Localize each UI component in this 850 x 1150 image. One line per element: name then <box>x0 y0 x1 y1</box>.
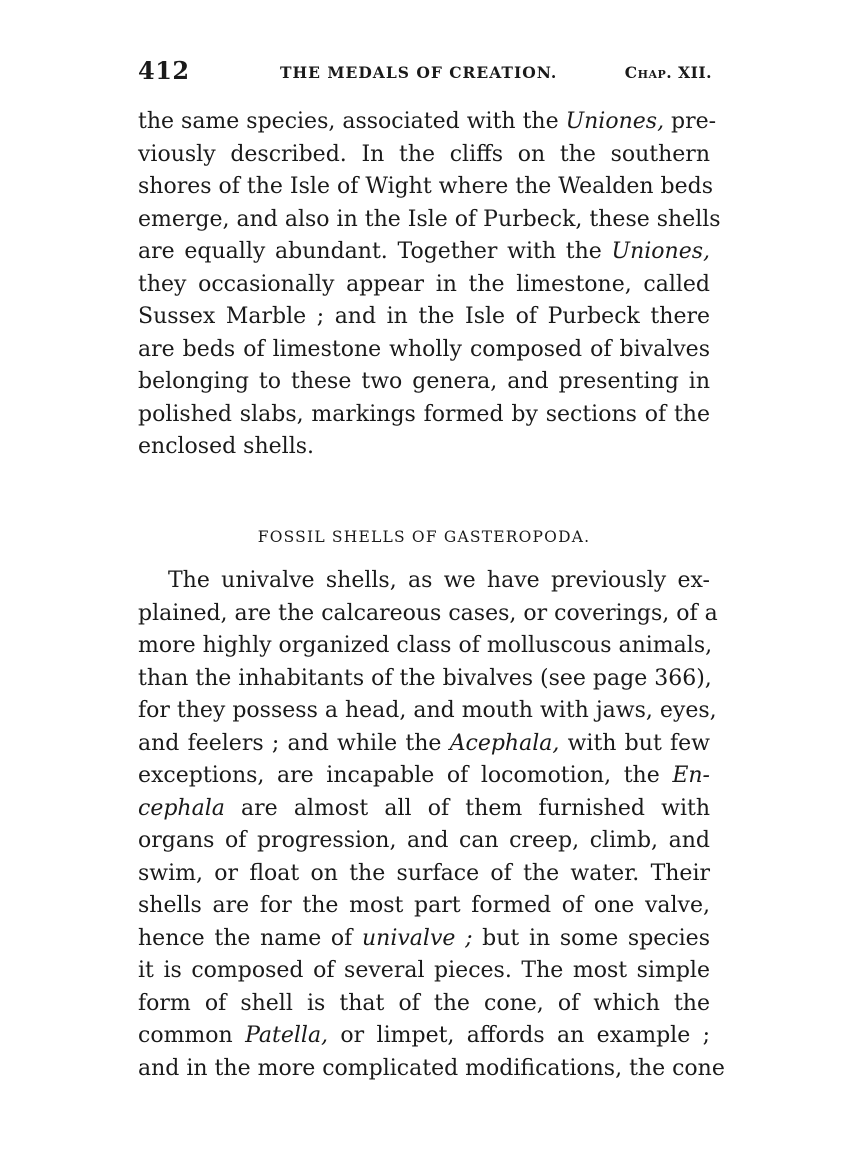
text-run: the same species, associated with the <box>138 109 566 134</box>
text-run: or limpet, affords an example ; <box>328 1023 710 1048</box>
text-run: shores of the Isle of Wight where the Wealden beds <box>138 174 713 199</box>
text-line <box>138 858 710 891</box>
text-run: enclosed shells. <box>138 434 315 459</box>
text-run: are almost all of them furnished with <box>224 795 710 821</box>
text-run: are equally abundant. Together with the <box>138 239 612 264</box>
text-run: organs of progression, and can creep, climb, and <box>138 828 710 853</box>
text-line <box>138 955 710 988</box>
text-line <box>138 695 717 728</box>
text-run: The univalve shells, as we have previously ex- <box>168 568 710 593</box>
text-line <box>138 825 710 858</box>
text-line <box>138 269 710 302</box>
italic-run: En- <box>672 763 710 788</box>
text-line <box>138 565 710 598</box>
text-run: common <box>138 1023 246 1048</box>
text-run: and feelers ; and while the <box>138 730 450 756</box>
chapter-reference: Chap. XII. <box>624 63 712 82</box>
text-run: and in the more complicated modifications, the cone <box>138 1055 725 1081</box>
text-line <box>138 139 710 172</box>
italic-run: univalve ; <box>362 925 473 951</box>
text-run: belonging to these two genera, and presenting in <box>138 369 710 394</box>
text-line <box>138 663 710 696</box>
text-line <box>138 204 721 237</box>
text-line <box>138 171 713 204</box>
italic-run: Acephala, <box>449 730 560 756</box>
text-run: exceptions, are incapable of locomotion, the <box>138 763 673 788</box>
text-run: with but few <box>559 730 710 756</box>
section-heading: FOSSIL SHELLS OF GASTEROPODA. <box>257 528 591 546</box>
text-line <box>138 366 710 399</box>
italic-run: cephala <box>138 795 225 821</box>
italic-run: Uniones, <box>611 239 710 264</box>
text-line <box>138 988 710 1021</box>
text-run: for they possess a head, and mouth with jaws, eyes, <box>138 698 717 723</box>
running-head <box>138 56 712 90</box>
paragraph-continuation <box>138 106 721 464</box>
text-run: shells are for the most part formed of one valve, <box>138 893 710 918</box>
text-run: than the inhabitants of the bivalves (see page 366), <box>138 665 712 691</box>
text-line <box>138 1020 710 1053</box>
text-line <box>138 399 710 432</box>
text-run: hence the name of <box>138 925 362 951</box>
text-run: Sussex Marble ; and in the Isle of Purbeck there <box>138 304 710 329</box>
text-line <box>138 598 718 631</box>
page-number: 412 <box>138 56 190 85</box>
text-run: it is composed of several pieces. The most simple <box>138 958 710 983</box>
text-run: are beds of limestone wholly composed of bivalves <box>138 336 710 362</box>
text-run: polished slabs, markings formed by sections of the <box>138 401 710 427</box>
italic-run: Patella, <box>245 1023 329 1048</box>
text-run: emerge, and also in the Isle of Purbeck, these shells <box>138 206 721 232</box>
text-run: viously described. In the cliffs on the southern <box>138 141 710 167</box>
text-line <box>138 236 710 269</box>
italic-run: Uniones, <box>565 109 665 134</box>
text-line <box>138 334 710 367</box>
text-line <box>138 301 710 334</box>
text-run: more highly organized class of molluscous animals, <box>138 633 713 658</box>
text-line <box>138 630 713 663</box>
running-title: THE MEDALS OF CREATION. <box>280 63 558 82</box>
text-line <box>138 106 717 139</box>
text-line <box>138 728 710 761</box>
text-line <box>138 760 710 793</box>
paragraph-gasteropoda <box>138 565 725 1085</box>
text-run: plained, are the calcareous cases, or coverings, of a <box>138 600 718 626</box>
text-run: swim, or float on the surface of the water. Their <box>138 860 710 886</box>
text-line <box>138 1053 725 1086</box>
text-run: they occasionally appear in the limestone, called <box>138 271 710 297</box>
text-line <box>138 890 710 923</box>
text-run: but in some species <box>472 925 710 951</box>
text-run: form of shell is that of the cone, of which the <box>138 990 710 1016</box>
text-line <box>138 793 710 826</box>
text-line <box>138 923 710 956</box>
text-run: pre- <box>664 109 717 134</box>
text-line <box>138 431 710 464</box>
